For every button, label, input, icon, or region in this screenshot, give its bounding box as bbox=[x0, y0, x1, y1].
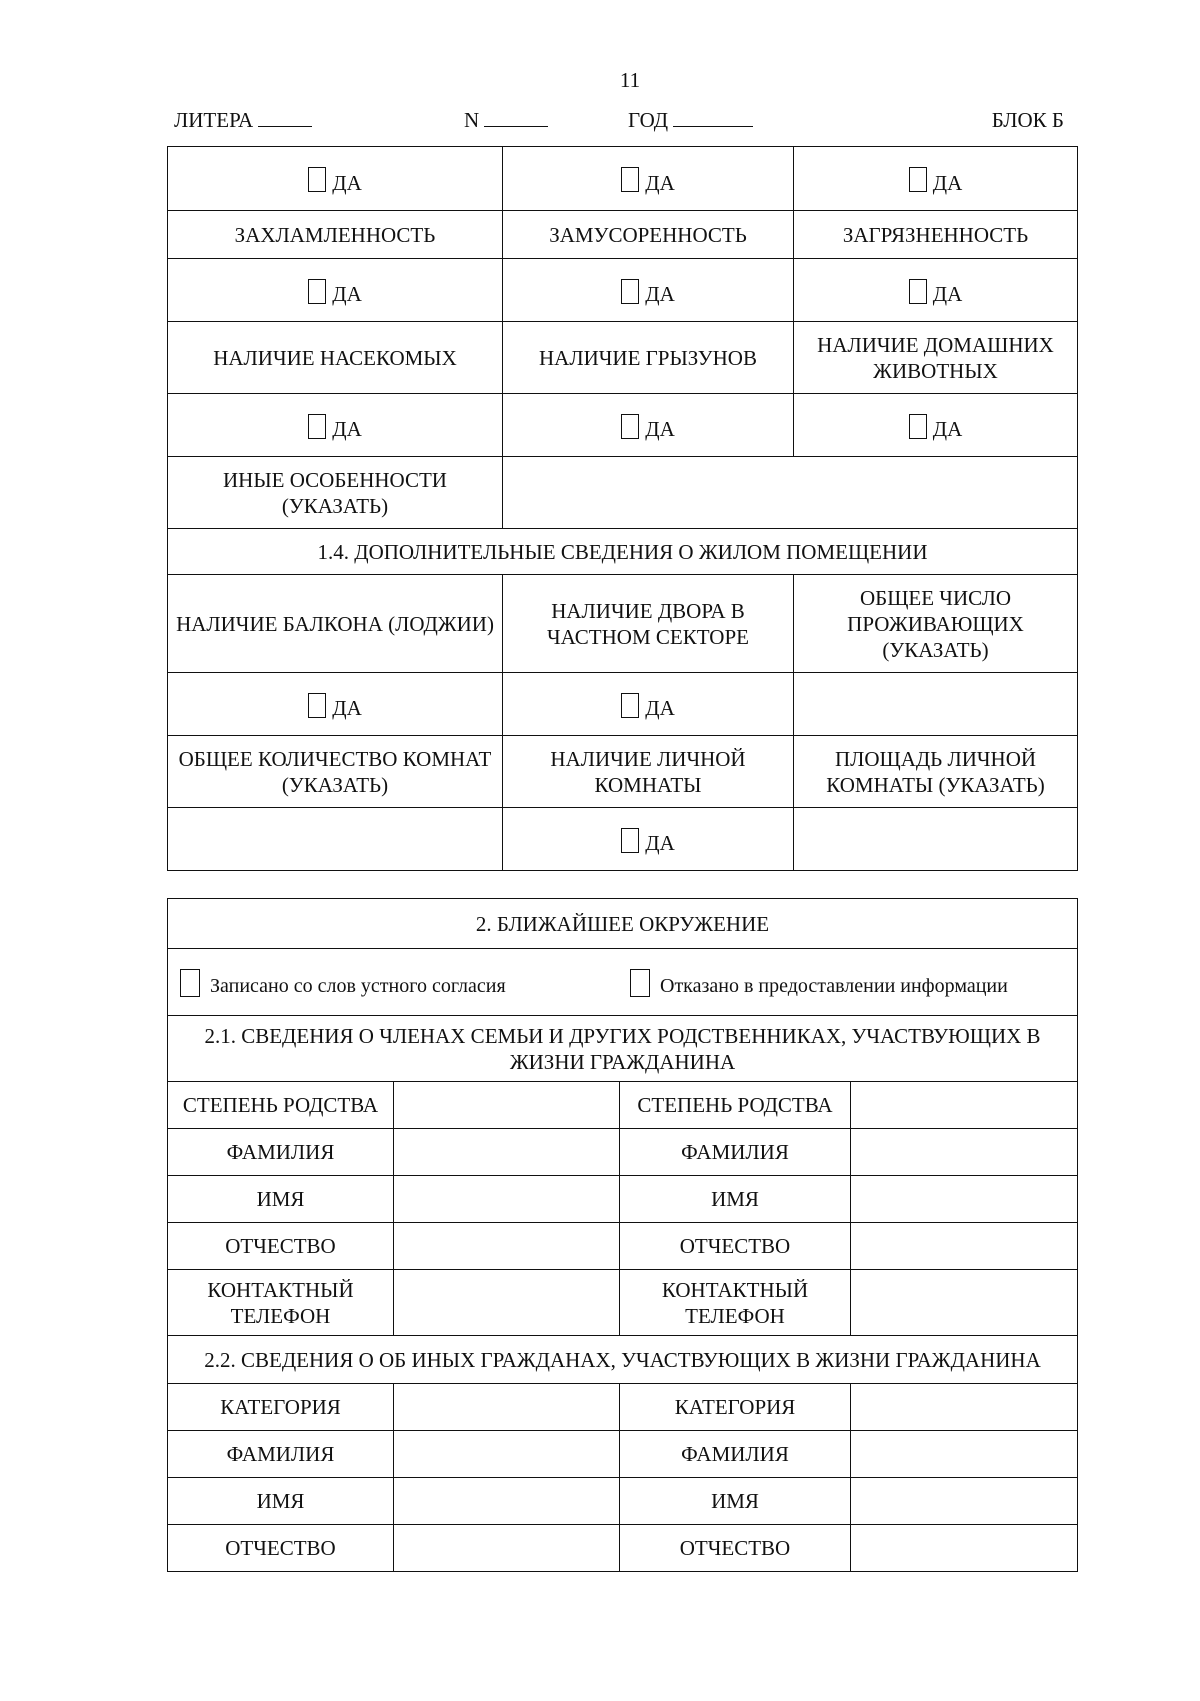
yes-cell bbox=[503, 673, 794, 736]
field-input[interactable] bbox=[851, 1384, 1078, 1431]
field-input[interactable] bbox=[394, 1478, 620, 1525]
litera-label: ЛИТЕРА bbox=[174, 108, 254, 132]
field-label: ОТЧЕСТВО bbox=[620, 1525, 851, 1572]
section-2-1-row bbox=[168, 1016, 1078, 1082]
section-1-4-row bbox=[168, 529, 1078, 575]
field-label: КАТЕГОРИЯ bbox=[620, 1384, 851, 1431]
label-row bbox=[168, 736, 1078, 808]
yes-label: ДА bbox=[332, 417, 362, 442]
year-field bbox=[628, 108, 753, 133]
other-features-input[interactable] bbox=[503, 457, 1078, 529]
yes-label: ДА bbox=[932, 417, 963, 442]
yes-cell bbox=[503, 259, 794, 322]
field-input[interactable] bbox=[851, 1223, 1078, 1270]
field-label: КАТЕГОРИЯ bbox=[168, 1384, 394, 1431]
checkbox[interactable] bbox=[909, 414, 927, 439]
checkbox[interactable] bbox=[621, 279, 639, 304]
yes-row bbox=[168, 147, 1078, 211]
checkbox[interactable] bbox=[308, 414, 326, 439]
rooms-count-input[interactable] bbox=[168, 808, 503, 871]
field-input[interactable] bbox=[394, 1082, 620, 1129]
field-label: ФАМИЛИЯ bbox=[620, 1129, 851, 1176]
field-input[interactable] bbox=[394, 1223, 620, 1270]
yes-label: ДА bbox=[645, 170, 675, 195]
checkbox[interactable] bbox=[308, 693, 326, 718]
own-room-area-input[interactable] bbox=[794, 808, 1078, 871]
yes-cell bbox=[168, 147, 503, 211]
relative-row bbox=[168, 1176, 1078, 1223]
other-features-row bbox=[168, 457, 1078, 529]
field-label: КОНТАКТНЫЙ ТЕЛЕФОН bbox=[168, 1270, 394, 1336]
yes-cell bbox=[168, 259, 503, 322]
yes-label: ДА bbox=[645, 696, 675, 721]
field-input[interactable] bbox=[851, 1082, 1078, 1129]
checkbox[interactable] bbox=[621, 828, 639, 853]
consent-oral-option bbox=[180, 968, 630, 996]
yes-label: ДА bbox=[932, 282, 963, 307]
field-input[interactable] bbox=[394, 1384, 620, 1431]
consent-refused-option bbox=[630, 968, 1008, 996]
checkbox[interactable] bbox=[180, 969, 200, 997]
section-2-row bbox=[168, 899, 1078, 949]
pets-label: НАЛИЧИЕ ДОМАШНИХ ЖИВОТНЫХ bbox=[794, 322, 1078, 394]
yes-row bbox=[168, 259, 1078, 322]
field-label: ИМЯ bbox=[168, 1478, 394, 1525]
label-row bbox=[168, 322, 1078, 394]
field-input[interactable] bbox=[851, 1270, 1078, 1336]
close-environment-table bbox=[167, 898, 1078, 1572]
balcony-label: НАЛИЧИЕ БАЛКОНА (ЛОДЖИИ) bbox=[168, 575, 503, 673]
yes-cell bbox=[503, 394, 794, 457]
insects-label: НАЛИЧИЕ НАСЕКОМЫХ bbox=[168, 322, 503, 394]
field-label: ИМЯ bbox=[168, 1176, 394, 1223]
other-features-label: ИНЫЕ ОСОБЕННОСТИ (УКАЗАТЬ) bbox=[168, 457, 503, 529]
form-header bbox=[174, 108, 1074, 138]
yes-label: ДА bbox=[645, 282, 675, 307]
own-room-label: НАЛИЧИЕ ЛИЧНОЙ КОМНАТЫ bbox=[503, 736, 794, 808]
yes-cell bbox=[794, 259, 1078, 322]
litera-field bbox=[174, 108, 312, 133]
yes-cell bbox=[168, 673, 503, 736]
field-label: ОТЧЕСТВО bbox=[620, 1223, 851, 1270]
consent-refused-label: Отказано в предоставлении информации bbox=[660, 974, 1008, 997]
field-label: КОНТАКТНЫЙ ТЕЛЕФОН bbox=[620, 1270, 851, 1336]
section-2-1-title: 2.1. СВЕДЕНИЯ О ЧЛЕНАХ СЕМЬИ И ДРУГИХ РОДСТВЕННИКАХ, УЧАСТВУЮЩИХ В ЖИЗНИ ГРАЖДАНИНА bbox=[168, 1016, 1078, 1082]
relative-row bbox=[168, 1129, 1078, 1176]
checkbox[interactable] bbox=[308, 167, 326, 192]
residents-count-input[interactable] bbox=[794, 673, 1078, 736]
relative-row bbox=[168, 1223, 1078, 1270]
checkbox[interactable] bbox=[621, 414, 639, 439]
field-input[interactable] bbox=[851, 1478, 1078, 1525]
residents-count-label: ОБЩЕЕ ЧИСЛО ПРОЖИВАЮЩИХ (УКАЗАТЬ) bbox=[794, 575, 1078, 673]
year-label: ГОД bbox=[628, 108, 669, 132]
yes-cell bbox=[168, 394, 503, 457]
yes-label: ДА bbox=[332, 170, 362, 195]
yes-cell bbox=[503, 147, 794, 211]
dirt-label: ЗАГРЯЗНЕННОСТЬ bbox=[794, 211, 1078, 259]
living-conditions-table bbox=[167, 146, 1078, 871]
number-label: N bbox=[464, 108, 480, 132]
yes-row bbox=[168, 808, 1078, 871]
consent-cell bbox=[168, 949, 1078, 1016]
other-citizen-row bbox=[168, 1478, 1078, 1525]
checkbox[interactable] bbox=[909, 279, 927, 304]
other-citizen-row bbox=[168, 1431, 1078, 1478]
yes-label: ДА bbox=[332, 282, 362, 307]
page-number: 11 bbox=[619, 68, 641, 92]
checkbox[interactable] bbox=[630, 969, 650, 997]
relative-row bbox=[168, 1082, 1078, 1129]
yes-row bbox=[168, 673, 1078, 736]
field-label: ОТЧЕСТВО bbox=[168, 1223, 394, 1270]
litera-blank[interactable] bbox=[258, 126, 312, 127]
other-citizen-row bbox=[168, 1384, 1078, 1431]
block-label: БЛОК Б bbox=[991, 108, 1064, 132]
consent-oral-label: Записано со слов устного согласия bbox=[210, 974, 506, 997]
consent-row bbox=[168, 949, 1078, 1016]
yes-label: ДА bbox=[645, 831, 675, 856]
checkbox[interactable] bbox=[621, 693, 639, 718]
field-label: СТЕПЕНЬ РОДСТВА bbox=[620, 1082, 851, 1129]
field-input[interactable] bbox=[394, 1176, 620, 1223]
yes-label: ДА bbox=[932, 170, 963, 195]
yard-label: НАЛИЧИЕ ДВОРА В ЧАСТНОМ СЕКТОРЕ bbox=[503, 575, 794, 673]
own-room-area-label: ПЛОЩАДЬ ЛИЧНОЙ КОМНАТЫ (УКАЗАТЬ) bbox=[794, 736, 1078, 808]
section-1-4-title: 1.4. ДОПОЛНИТЕЛЬНЫЕ СВЕДЕНИЯ О ЖИЛОМ ПОМЕЩЕНИИ bbox=[168, 529, 1078, 575]
field-input[interactable] bbox=[851, 1525, 1078, 1572]
yes-cell bbox=[794, 147, 1078, 211]
field-input[interactable] bbox=[394, 1270, 620, 1336]
field-label: СТЕПЕНЬ РОДСТВА bbox=[168, 1082, 394, 1129]
field-label: ФАМИЛИЯ bbox=[168, 1431, 394, 1478]
rooms-count-label: ОБЩЕЕ КОЛИЧЕСТВО КОМНАТ (УКАЗАТЬ) bbox=[168, 736, 503, 808]
field-input[interactable] bbox=[851, 1129, 1078, 1176]
field-input[interactable] bbox=[851, 1176, 1078, 1223]
section-2-title: 2. БЛИЖАЙШЕЕ ОКРУЖЕНИЕ bbox=[168, 899, 1078, 949]
other-citizen-row bbox=[168, 1525, 1078, 1572]
number-field bbox=[464, 108, 548, 133]
checkbox[interactable] bbox=[909, 167, 927, 192]
label-row bbox=[168, 211, 1078, 259]
section-2-2-title: 2.2. СВЕДЕНИЯ О ОБ ИНЫХ ГРАЖДАНАХ, УЧАСТВУЮЩИХ В ЖИЗНИ ГРАЖДАНИНА bbox=[168, 1336, 1078, 1384]
field-input[interactable] bbox=[394, 1525, 620, 1572]
relative-row bbox=[168, 1270, 1078, 1336]
number-blank[interactable] bbox=[484, 126, 548, 127]
clutter-label: ЗАХЛАМЛЕННОСТЬ bbox=[168, 211, 503, 259]
yes-row bbox=[168, 394, 1078, 457]
yes-label: ДА bbox=[645, 417, 675, 442]
yes-label: ДА bbox=[332, 696, 362, 721]
field-label: ФАМИЛИЯ bbox=[168, 1129, 394, 1176]
field-label: ФАМИЛИЯ bbox=[620, 1431, 851, 1478]
yes-cell bbox=[503, 808, 794, 871]
garbage-label: ЗАМУСОРЕННОСТЬ bbox=[503, 211, 794, 259]
label-row bbox=[168, 575, 1078, 673]
yes-cell bbox=[794, 394, 1078, 457]
field-label: ИМЯ bbox=[620, 1176, 851, 1223]
field-label: ИМЯ bbox=[620, 1478, 851, 1525]
field-input[interactable] bbox=[394, 1431, 620, 1478]
rodents-label: НАЛИЧИЕ ГРЫЗУНОВ bbox=[503, 322, 794, 394]
field-input[interactable] bbox=[851, 1431, 1078, 1478]
checkbox[interactable] bbox=[621, 167, 639, 192]
checkbox[interactable] bbox=[308, 279, 326, 304]
field-input[interactable] bbox=[394, 1129, 620, 1176]
section-2-2-row bbox=[168, 1336, 1078, 1384]
year-blank[interactable] bbox=[673, 126, 753, 127]
field-label: ОТЧЕСТВО bbox=[168, 1525, 394, 1572]
